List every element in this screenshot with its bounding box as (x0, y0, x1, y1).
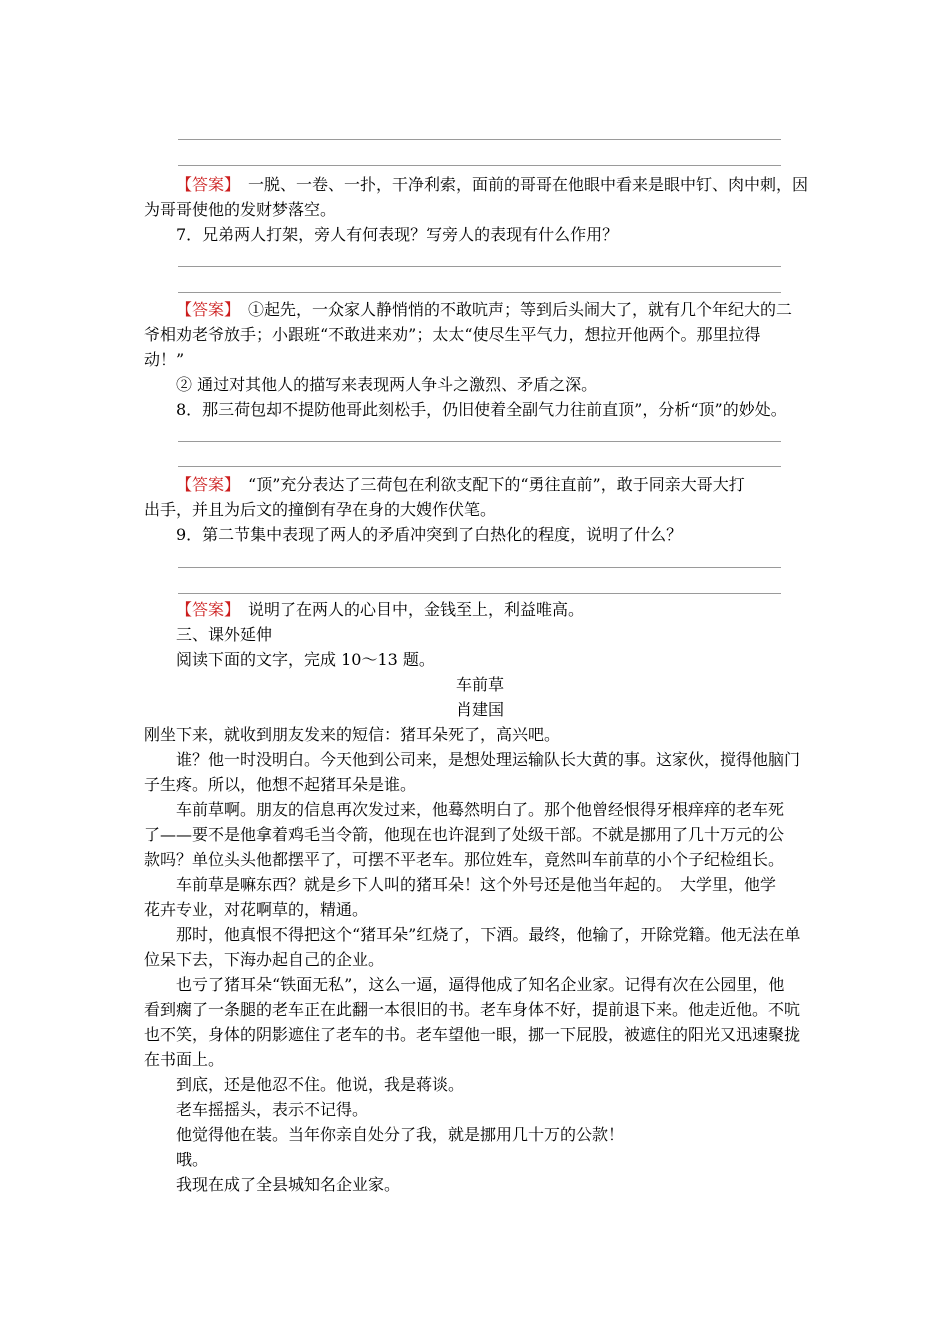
paragraph-line: 谁？他一时没明白。今天他到公司来，是想处理运输队长大黄的事。这家伙，搅得他脑门 (176, 750, 801, 769)
answer-tag: 【答案】 (176, 475, 233, 494)
paragraph-line: 到底，还是他忍不住。他说，我是蒋谈。 (176, 1075, 465, 1094)
article-paragraph (144, 747, 816, 797)
main-text-flow (144, 597, 816, 1197)
q7 (144, 222, 816, 247)
answer-blank-line (178, 567, 781, 568)
article-title: 车前草 (455, 675, 504, 694)
paragraph-line: 我现在成了全县城知名企业家。 (176, 1175, 401, 1194)
q9 (144, 522, 816, 547)
paragraph-line: 看到瘸了一条腿的老车正在此翻一本很旧的书。老车身体不好，提前退下来。他走近他。不吭 (144, 1000, 801, 1019)
q7-answer (144, 297, 816, 397)
answer-text: 说明了在两人的心目中，金钱至上，利益唯高。 (232, 600, 585, 619)
question-text: 8．那三荷包却不提防他哥此刻松手，仍旧使着全副气力往前直顶”，分析“顶”的妙处。 (176, 400, 787, 419)
paragraph-line: 在书面上。 (144, 1050, 225, 1069)
paragraph-line: 车前草啊。朋友的信息再次发过来，他蓦然明白了。那个他曾经恨得牙根痒痒的老车死 (176, 800, 785, 819)
paragraph-line: 车前草是嘛东西？就是乡下人叫的猪耳朵！这个外号还是他当年起的。 大学里，他学 (176, 875, 777, 894)
answer-text: 出手，并且为后文的撞倒有孕在身的大嫂作伏笔。 (144, 500, 497, 519)
paragraph-line: 子生疼。所以，他想不起猪耳朵是谁。 (144, 775, 417, 794)
article-paragraph (144, 1097, 816, 1122)
answer-text: “顶”充分表达了三荷包在利欲支配下的“勇往直前”，敢于同亲大哥大打 (232, 475, 745, 494)
answer-tag: 【答案】 (176, 600, 233, 619)
answer-blank-line (178, 593, 781, 594)
article-paragraph (144, 872, 816, 922)
answer-text: 爷相劝老爷放手；小跟班“不敢进来劝”；太太“使尽生平气力，想拉开他两个。那里拉得 (144, 325, 761, 344)
q9-answer (144, 597, 816, 622)
paragraph-line: 花卉专业，对花啊草的，精通。 (144, 900, 369, 919)
answer-blank-line (178, 165, 781, 166)
answer-text: 一脱、一卷、一扑，干净利索，面前的哥哥在他眼中看来是眼中钉、肉中刺，因 (232, 175, 809, 194)
q8 (144, 397, 816, 422)
article-paragraph (144, 797, 816, 872)
section-heading: 三、课外延伸 (176, 625, 273, 644)
paragraph-line: 了——要不是他拿着鸡毛当令箭，他现在也许混到了处级干部。不就是挪用了几十万元的公 (144, 825, 785, 844)
article-body (144, 722, 816, 1197)
article-paragraph (144, 722, 816, 747)
answer-blank-line (178, 139, 781, 140)
paragraph-line: 位呆下去，下海办起自己的企业。 (144, 950, 385, 969)
answer-text: 动！” (144, 350, 185, 369)
answer-text: ② 通过对其他人的描写来表现两人争斗之激烈、矛盾之深。 (176, 375, 598, 394)
paragraph-line: 哦。 (176, 1150, 209, 1169)
article-paragraph (144, 1147, 816, 1172)
article-paragraph (144, 1122, 816, 1147)
answer-blank-line (178, 466, 781, 467)
answer-blank-line (178, 266, 781, 267)
question-text: 7．兄弟两人打架，旁人有何表现？写旁人的表现有什么作用？ (176, 225, 619, 244)
paragraph-line: 老车摇摇头，表示不记得。 (176, 1100, 369, 1119)
question-text: 9．第二节集中表现了两人的矛盾冲突到了白热化的程度，说明了什么？ (176, 525, 683, 544)
article-paragraph (144, 922, 816, 972)
q6-answer (144, 172, 816, 222)
paragraph-line: 也亏了猪耳朵“铁面无私”，这么一逼，逼得他成了知名企业家。记得有次在公园里，他 (176, 975, 785, 994)
q8-answer (144, 472, 816, 522)
paragraph-line: 那时，他真恨不得把这个“猪耳朵”红烧了，下酒。最终，他输了，开除党籍。他无法在单 (176, 925, 801, 944)
answer-text: 为哥哥使他的发财梦落空。 (144, 200, 337, 219)
answer-tag: 【答案】 (176, 300, 233, 319)
paragraph-line: 他觉得他在装。当年你亲自处分了我，就是挪用几十万的公款！ (176, 1125, 625, 1144)
answer-blank-line (178, 441, 781, 442)
article-author: 肖建国 (455, 700, 504, 719)
paragraph-line: 也不笑，身体的阴影遮住了老车的书。老车望他一眼，挪一下屁股，被遮住的阳光又迅速聚拢 (144, 1025, 801, 1044)
answer-tag: 【答案】 (176, 175, 233, 194)
answer-blank-line (178, 292, 781, 293)
paragraph-line: 刚坐下来，就收到朋友发来的短信：猪耳朵死了，高兴吧。 (144, 725, 561, 744)
paragraph-line: 款吗？单位头头他都摆平了，可摆不平老车。那位姓车，竟然叫车前草的小个子纪检组长。 (144, 850, 785, 869)
article-paragraph (144, 972, 816, 1072)
answer-text: ①起先，一众家人静悄悄的不敢吭声；等到后头闹大了，就有几个年纪大的二 (232, 300, 793, 319)
article-paragraph (144, 1072, 816, 1097)
reading-instruction: 阅读下面的文字，完成 10～13 题。 (176, 650, 435, 669)
article-paragraph (144, 1172, 816, 1197)
